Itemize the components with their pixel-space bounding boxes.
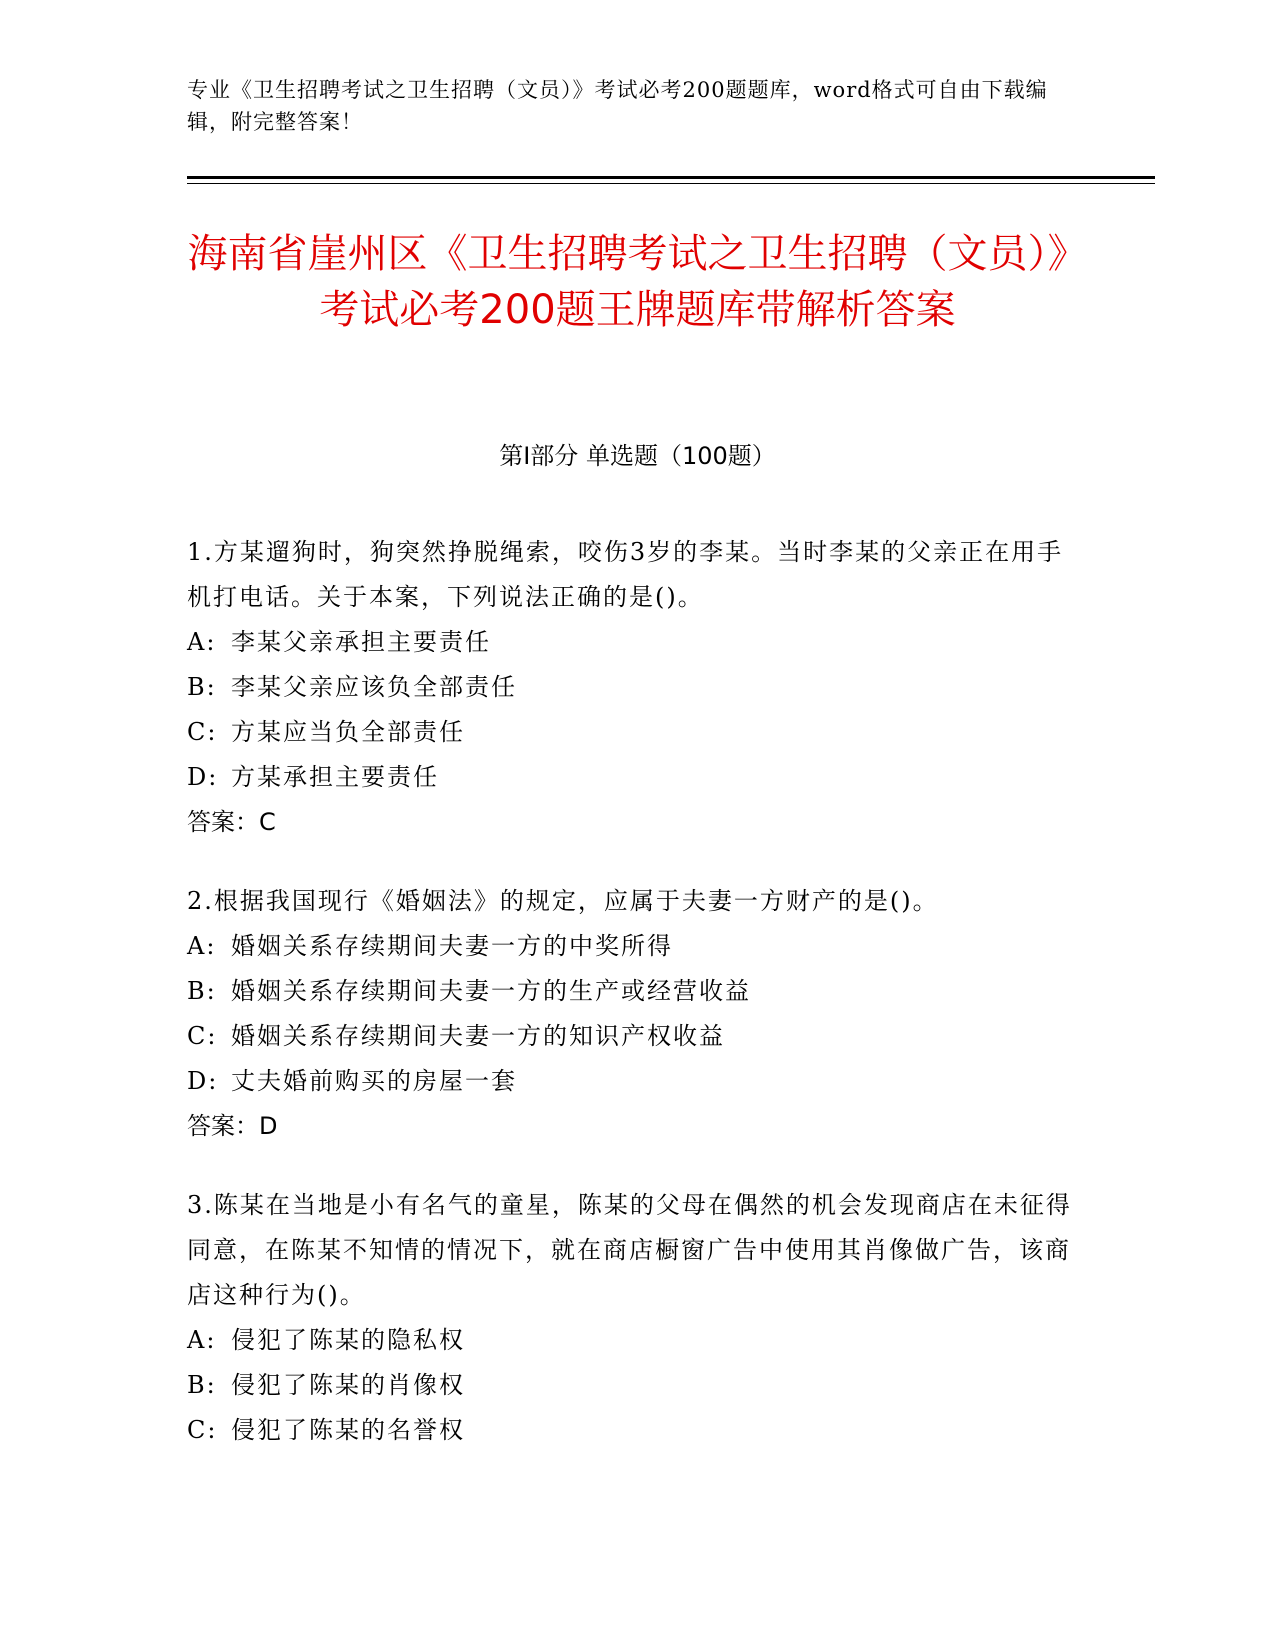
option-key: A: — [187, 932, 217, 960]
option-key: A: — [187, 1326, 217, 1354]
option-key: A: — [187, 628, 217, 656]
option-key: B: — [187, 673, 217, 701]
option-b — [187, 665, 1087, 710]
header-divider-thin — [187, 183, 1155, 184]
header-divider-thick — [187, 176, 1155, 179]
option-a — [187, 620, 1087, 665]
option-text: 婚姻关系存续期间夫妻一方的中奖所得 — [231, 932, 673, 960]
option-d — [187, 1059, 1087, 1104]
option-text: 李某父亲应该负全部责任 — [231, 673, 517, 701]
option-c — [187, 1014, 1087, 1059]
option-text: 丈夫婚前购买的房屋一套 — [231, 1067, 517, 1095]
option-a — [187, 1318, 1087, 1363]
question-3 — [187, 1183, 1087, 1453]
section-heading: 第Ⅰ部分 单选题（100题） — [499, 442, 776, 470]
option-key: B: — [187, 977, 217, 1005]
option-key: B: — [187, 1371, 217, 1399]
option-key: D: — [187, 1067, 219, 1095]
option-key: D: — [187, 763, 219, 791]
option-a — [187, 924, 1087, 969]
option-key: C: — [187, 1416, 218, 1444]
option-text: 婚姻关系存续期间夫妻一方的生产或经营收益 — [231, 977, 751, 1005]
option-text: 侵犯了陈某的名誉权 — [231, 1416, 465, 1444]
answer-line: 答案：C — [187, 808, 276, 836]
option-key: C: — [187, 718, 218, 746]
question-1 — [187, 530, 1087, 845]
option-text: 侵犯了陈某的肖像权 — [231, 1371, 465, 1399]
question-2 — [187, 879, 1087, 1149]
option-text: 方某应当负全部责任 — [231, 718, 465, 746]
option-b — [187, 969, 1087, 1014]
option-text: 婚姻关系存续期间夫妻一方的知识产权收益 — [231, 1022, 725, 1050]
question-stem: 2.根据我国现行《婚姻法》的规定，应属于夫妻一方财产的是()。 — [187, 887, 939, 915]
document-title: 海南省崖州区《卫生招聘考试之卫生招聘（文员）》考试必考200题王牌题库带解析答案 — [187, 231, 1088, 333]
answer-line: 答案：D — [187, 1112, 278, 1140]
option-key: C: — [187, 1022, 218, 1050]
option-text: 李某父亲承担主要责任 — [231, 628, 491, 656]
option-c — [187, 1408, 1087, 1453]
question-list — [187, 530, 1087, 1487]
option-d — [187, 755, 1087, 800]
question-stem: 3.陈某在当地是小有名气的童星，陈某的父母在偶然的机会发现商店在未征得同意，在陈某不知情的情况下，就在商店橱窗广告中使用其肖像做广告，该商店这种行为()。 — [187, 1191, 1072, 1309]
option-c — [187, 710, 1087, 755]
option-text: 侵犯了陈某的隐私权 — [231, 1326, 465, 1354]
option-b — [187, 1363, 1087, 1408]
option-text: 方某承担主要责任 — [231, 763, 439, 791]
header-note: 专业《卫生招聘考试之卫生招聘（文员）》考试必考200题题库，word格式可自由下载编辑，附完整答案！ — [187, 78, 1048, 134]
question-stem: 1.方某遛狗时，狗突然挣脱绳索，咬伤3岁的李某。当时李某的父亲正在用手机打电话。关于本案，下列说法正确的是()。 — [187, 538, 1064, 611]
